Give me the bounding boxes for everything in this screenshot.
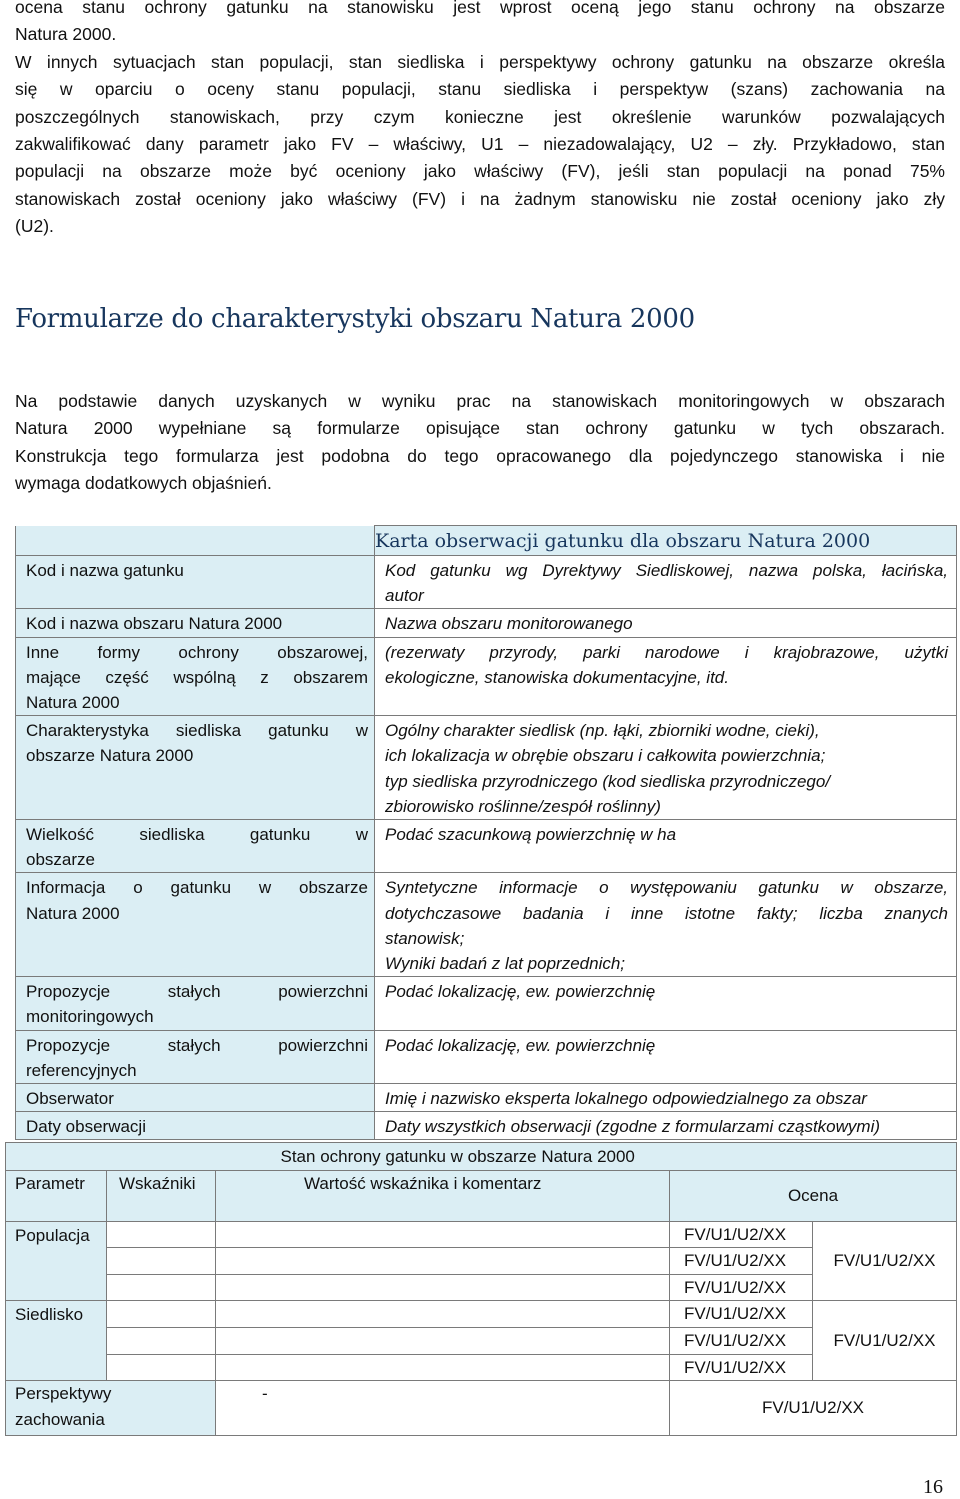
text-line: poszczególnych stanowiskach, przy czym konieczne jest określenie warunków pozwalających <box>15 106 945 127</box>
text-line: populacji na obszarze może być oceniony jako właściwy (FV), jeśli stan populacji na ponad 75% <box>15 161 945 182</box>
card-row-label: Informacja o gatunku w obszarze <box>26 878 368 898</box>
overall-grade-siedlisko: FV/U1/U2/XX <box>813 1301 957 1381</box>
card-row-value: Podać lokalizację, ew. powierzchnię <box>385 1035 656 1055</box>
card-row-label: mające część wspólną z obszarem <box>26 667 368 687</box>
page-number: 16 <box>923 1476 943 1498</box>
section-paragraph <box>15 388 945 498</box>
species-observation-card <box>15 525 957 1140</box>
card-row-label: Obserwator <box>26 1089 114 1109</box>
card-title: Karta obserwacji gatunku dla obszaru Natura 2000 <box>375 526 957 556</box>
card-row-value: Nazwa obszaru monitorowanego <box>385 614 633 634</box>
card-row-label: Wielkość siedliska gatunku w <box>26 825 368 845</box>
card-row-value: Podać szacunkową powierzchnię w ha <box>385 825 677 845</box>
card-row-value: Syntetyczne informacje o występowaniu gatunku w obszarze, <box>385 878 948 898</box>
text-line: stanowiskach został oceniony jako właściwy (FV) i na żadnym stanowisku nie został oceniony jako zły <box>15 188 945 209</box>
card-row <box>16 716 957 820</box>
text-line: ocena stanu ochrony gatunku na stanowisku jest wprost oceną jego stanu ochrony na obszarze <box>15 0 945 17</box>
param-perspektywy-line: zachowania <box>15 1409 105 1429</box>
section-heading: Formularze do charakterystyki obszaru Natura 2000 <box>15 304 695 334</box>
card-row-value: Wyniki badań z lat poprzednich; <box>385 954 626 974</box>
overall-grade-perspektywy: FV/U1/U2/XX <box>670 1381 957 1436</box>
header-wskazniki: Wskaźniki <box>107 1170 216 1221</box>
card-row-label: Propozycje stałych powierzchni <box>26 1035 368 1055</box>
card-row-label: Natura 2000 <box>26 903 120 923</box>
conservation-status-table <box>5 1142 957 1436</box>
card-row <box>16 609 957 637</box>
card-row-value: stanowisk; <box>385 928 465 948</box>
card-row-value: zbiorowisko roślinne/zespół roślinny) <box>385 796 661 816</box>
card-row-value: ich lokalizacja w obrębie obszaru i całkowita powierzchnia; <box>385 746 826 766</box>
param-perspektywy <box>6 1381 216 1436</box>
text-line: Natura 2000 wypełniane są formularze opisujące stan ochrony gatunku w tych obszarach. <box>15 418 945 439</box>
indicator-grade: FV/U1/U2/XX <box>670 1354 813 1381</box>
card-row <box>16 1112 957 1140</box>
text-line: (U2). <box>15 216 54 237</box>
text-line: Konstrukcja tego formularza jest podobna do tego opracowanego dla pojedynczego stanowiska i nie <box>15 445 945 466</box>
indicator-grade: FV/U1/U2/XX <box>670 1274 813 1301</box>
card-row-value: Ogólny charakter siedlisk (np. łąki, zbiorniki wodne, cieki), <box>385 721 820 741</box>
card-row-value: autor <box>385 586 424 606</box>
header-wartosc: Wartość wskaźnika i komentarz <box>216 1170 670 1221</box>
indicator-grade: FV/U1/U2/XX <box>670 1248 813 1275</box>
card-row-label: Propozycje stałych powierzchni <box>26 982 368 1002</box>
card-row-label: Charakterystyka siedliska gatunku w <box>26 721 368 741</box>
card-row-label: monitoringowych <box>26 1007 154 1027</box>
card-row-value: (rezerwaty przyrody, parki narodowe i krajobrazowe, użytki <box>385 642 948 662</box>
param-populacja: Populacja <box>6 1221 107 1301</box>
card-row <box>16 556 957 609</box>
card-row <box>16 820 957 873</box>
card-row <box>16 873 957 977</box>
card-row-value: Daty wszystkich obserwacji (zgodne z formularzami cząstkowymi) <box>385 1117 881 1137</box>
card-row-value: Podać lokalizację, ew. powierzchnię <box>385 982 656 1002</box>
param-siedlisko: Siedlisko <box>6 1301 107 1381</box>
card-row-value: dotychczasowe badania i inne istotne fakty; liczba znanych <box>385 903 948 923</box>
card-row-value: ekologiczne, stanowiska dokumentacyjne, itd. <box>385 667 729 687</box>
intro-paragraph <box>15 0 945 241</box>
card-row-label: Daty obserwacji <box>26 1117 146 1137</box>
overall-grade-populacja: FV/U1/U2/XX <box>813 1221 957 1301</box>
card-row-value: typ siedliska przyrodniczego (kod siedliska przyrodniczego/ <box>385 771 831 791</box>
text-line: wymaga dodatkowych objaśnień. <box>15 473 272 494</box>
card-row-label: Kod i nazwa gatunku <box>26 561 184 580</box>
text-line: W innych sytuacjach stan populacji, stan siedliska i perspektywy ochrony gatunku na obszarze określa <box>15 51 945 72</box>
perspektywy-value: - <box>216 1381 670 1436</box>
card-row-label: obszarze Natura 2000 <box>26 746 194 766</box>
header-ocena-label: Ocena <box>787 1185 839 1205</box>
param-perspektywy-line: Perspektywy <box>15 1384 112 1404</box>
card-row-label: Inne formy ochrony obszarowej, <box>26 642 368 662</box>
indicator-grade: FV/U1/U2/XX <box>670 1221 813 1248</box>
card-row <box>16 1030 957 1083</box>
header-parametr: Parametr <box>6 1170 107 1221</box>
card-row-label: referencyjnych <box>26 1060 137 1080</box>
indicator-grade: FV/U1/U2/XX <box>670 1327 813 1354</box>
card-row-label: Kod i nazwa obszaru Natura 2000 <box>26 614 283 634</box>
card-row <box>16 637 957 716</box>
text-line: zakwalifikować dany parametr jako FV – właściwy, U1 – niezadowalający, U2 – zły. Przykładowo, stan <box>15 134 945 155</box>
card-title-cell-left <box>16 526 375 556</box>
header-ocena <box>670 1170 957 1221</box>
text-line: Na podstawie danych uzyskanych w wyniku prac na stanowiskach monitoringowych w obszarach <box>15 391 945 411</box>
card-row <box>16 977 957 1030</box>
card-row-label: Natura 2000 <box>26 693 120 713</box>
card-row-value: Imię i nazwisko eksperta lokalnego odpowiedzialnego za obszar <box>385 1089 867 1109</box>
text-line: się w oparciu o oceny stanu populacji, stanu siedliska i perspektyw (szans) zachowania na <box>15 79 945 100</box>
card-row <box>16 1084 957 1112</box>
text-line: Natura 2000. <box>15 24 117 45</box>
indicator-grade: FV/U1/U2/XX <box>670 1301 813 1328</box>
card-row-value: Kod gatunku wg Dyrektywy Siedliskowej, nazwa polska, łacińska, <box>385 561 948 580</box>
status-title: Stan ochrony gatunku w obszarze Natura 2000 <box>216 1143 957 1171</box>
card-row-label: obszarze <box>26 850 95 870</box>
